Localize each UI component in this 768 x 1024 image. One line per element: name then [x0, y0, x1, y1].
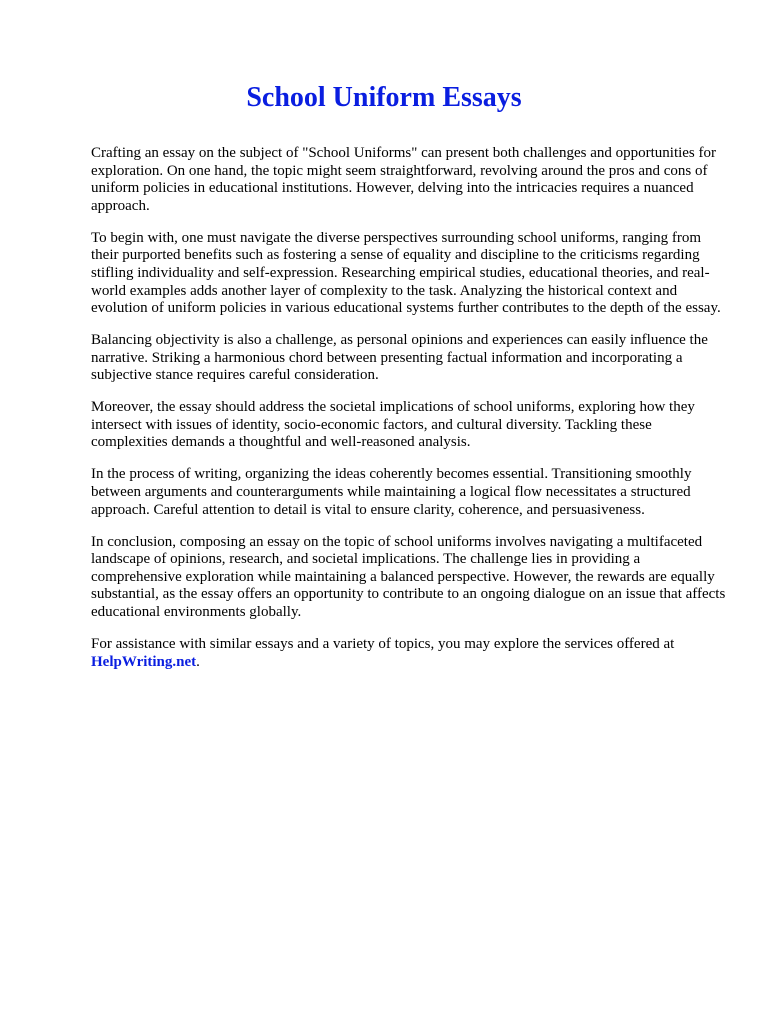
helpwriting-link[interactable]: HelpWriting.net [91, 653, 197, 670]
paragraph-2: To begin with, one must navigate the diverse perspectives surrounding school uniforms, ranging from their purported benefits such as fostering a sense of equality and discipline to the criticisms regarding stifling individuality and self-expression. Researching empirical studies, educational theories, and real-world examples adds another layer of complexity to the task. Analyzing the historical context and evolution of uniform policies in various educational systems further contributes to the depth of the essay. [91, 229, 721, 317]
closing-text: For assistance with similar essays and a variety of topics, you may explore the services offered at [91, 636, 675, 652]
paragraph-5: In the process of writing, organizing the ideas coherently becomes essential. Transitioning smoothly between arguments and counterarguments while maintaining a logical flow necessitates a structured approach. Careful attention to detail is vital to ensure clarity, coherence, and persuasiveness. [91, 466, 692, 518]
paragraph-4: Moreover, the essay should address the societal implications of school uniforms, exploring how they intersect with issues of identity, socio-economic factors, and cultural diversity. Tackling these complexities demands a thoughtful and well-reasoned analysis. [91, 399, 695, 451]
paragraph-3: Balancing objectivity is also a challenge, as personal opinions and experiences can easily influence the narrative. Striking a harmonious chord between presenting factual information and incorporating a subjective stance requires careful consideration. [91, 332, 708, 384]
closing-suffix: . [196, 653, 200, 670]
page-title: School Uniform Essays [246, 82, 522, 113]
essay-body [91, 145, 731, 686]
closing-paragraph [91, 636, 731, 671]
paragraph-1: Crafting an essay on the subject of "School Uniforms" can present both challenges and opportunities for exploration. On one hand, the topic might seem straightforward, revolving around the pros and cons of uniform policies in educational institutions. However, delving into the intricacies requires a nuanced approach. [91, 145, 717, 214]
paragraph-6: In conclusion, composing an essay on the topic of school uniforms involves navigating a multifaceted landscape of opinions, research, and societal implications. The challenge lies in providing a comprehensive exploration while maintaining a balanced perspective. However, the rewards are equally substantial, as the essay offers an opportunity to contribute to an ongoing dialogue on an issue that affects educational environments globally. [91, 533, 726, 621]
